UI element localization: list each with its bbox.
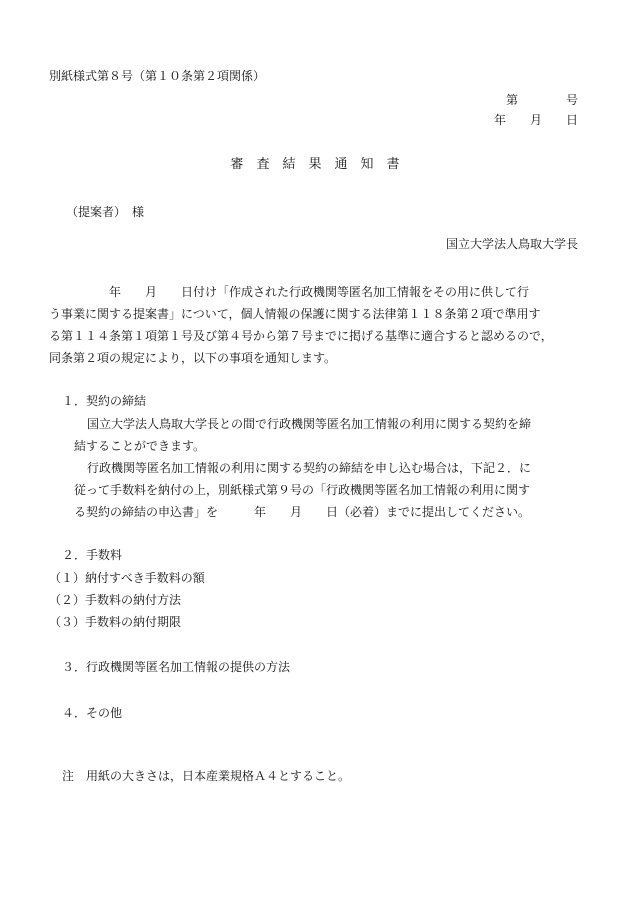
section-1-line: 国立大学法人鳥取大学長との間で行政機関等匿名加工情報の利用に関する契約を締	[87, 417, 532, 431]
section-2-item: （１）納付すべき手数料の額	[49, 571, 205, 585]
section-2-item: （２）手数料の納付方法	[49, 593, 182, 607]
section-2-item: （３）手数料の納付期限	[49, 615, 182, 629]
section-2-heading: ２．手数料	[62, 548, 123, 562]
footnote: 注 用紙の大きさは，日本産業規格Ａ４とすること。	[62, 769, 351, 783]
issuer: 国立大学法人鳥取大学長	[445, 237, 578, 251]
body-line: 年 月 日付け「作成された行政機関等匿名加工情報をその用に供して行	[49, 285, 530, 299]
body-line: る第１１４条第１項第１号及び第４号から第７号までに掲げる基準に適合すると認めるので，	[49, 329, 553, 343]
document-date: 年 月 日	[493, 113, 578, 127]
form-label: 別紙様式第８号（第１０条第２項関係）	[49, 69, 266, 83]
document-number: 第 号	[505, 93, 578, 107]
section-4-heading: ４．その他	[62, 706, 123, 720]
section-1-line: 結することができます。	[74, 439, 206, 453]
section-1-line: 従って手数料を納付の上，別紙様式第９号の「行政機関等匿名加工情報の利用に関す	[74, 483, 531, 497]
section-1-line: る契約の締結の申込書」を 年 月 日（必着）までに提出してください。	[74, 505, 531, 519]
body-line: 同条第２項の規定により，以下の事項を通知します。	[49, 351, 337, 365]
body-line: う事業に関する提案書」について，個人情報の保護に関する法律第１１８条第２項で準用す	[49, 307, 541, 321]
section-1-line: 行政機関等匿名加工情報の利用に関する契約の締結を申し込む場合は，下記２．に	[87, 461, 532, 475]
section-1-heading: １．契約の締結	[62, 394, 147, 408]
document-title: 審 査 結 果 通 知 書	[230, 157, 400, 172]
section-3-heading: ３．行政機関等匿名加工情報の提供の方法	[62, 660, 291, 674]
recipient: （提案者） 様	[66, 205, 145, 219]
